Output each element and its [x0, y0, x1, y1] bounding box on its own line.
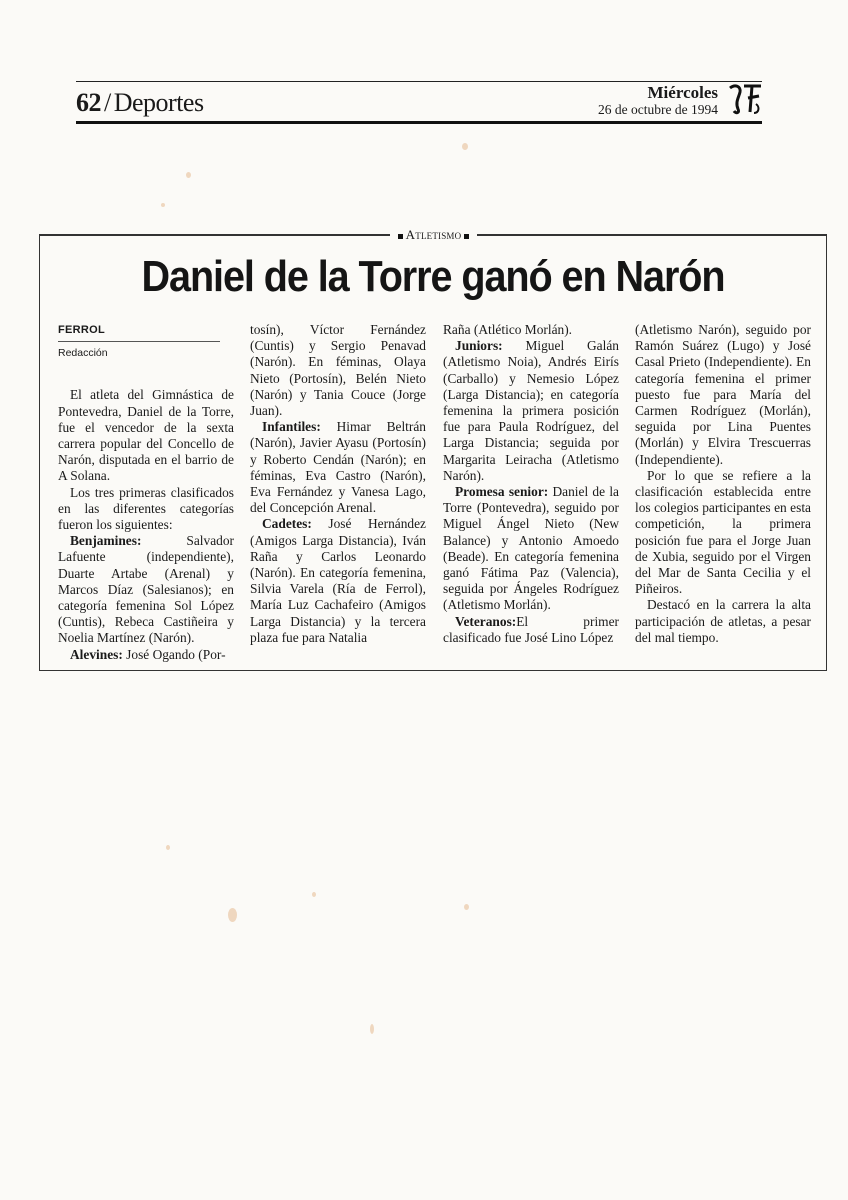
paragraph-text: tosín), Víctor Fernández (Cuntis) y Sergio Penavad (Narón). En féminas, Olaya Nieto (Portosín), Belén Nieto (Narón) y Tania Couce (Jorge Juan).: [250, 322, 426, 419]
byline-place: FERROL: [58, 324, 106, 336]
byline-rule: [58, 341, 220, 342]
article-headline: Daniel de la Torre ganó en Narón: [141, 252, 725, 301]
article-column-3: [443, 322, 619, 646]
section-kicker: [390, 227, 477, 243]
page-number: 62: [76, 88, 101, 117]
article-paragraph: [58, 485, 234, 534]
article-paragraph: [443, 614, 619, 646]
article-paragraph: [635, 597, 811, 646]
page-header: [76, 88, 204, 118]
newspaper-logo-icon: [726, 82, 764, 116]
category-label: Promesa senior:: [455, 484, 549, 500]
article-paragraph: [443, 484, 619, 614]
category-label: Alevines:: [70, 646, 123, 662]
article-column-1: [58, 322, 234, 663]
paragraph-text: Salvador Lafuente (independiente), Duarte Artabe (Arenal) y Marcos Díaz (Salesianos); en categoría femenina Sol López (Cuntis), Rebeca Castiñeira y Noelia Martínez (Narón).: [58, 533, 234, 646]
masthead-top-rule: [76, 81, 762, 82]
article-column-4: [635, 322, 811, 646]
article-paragraph: [635, 322, 811, 468]
paragraph-text: Los tres primeras clasificados en las diferentes categorías fueron los siguientes:: [58, 484, 234, 533]
article-paragraph: [58, 387, 234, 484]
article-paragraph: [250, 516, 426, 646]
header-separator: /: [104, 88, 111, 117]
kicker-square-icon: [464, 234, 469, 239]
paragraph-text: José Ogando (Por-: [122, 646, 226, 662]
issue-date: 26 de octubre de 1994: [598, 101, 718, 117]
byline-role: Redacción: [58, 347, 108, 360]
paragraph-text: Por lo que se refiere a la clasificación establecida entre los colegios participantes en esta competición, la primera posición fue para el Jorge Juan de Xubia, seguido por el Virgen del Mar de Santa Cecilia y el Piñeiros.: [635, 467, 811, 597]
section-name: Deportes: [113, 88, 204, 117]
article-paragraph: [443, 338, 619, 484]
weekday: Miércoles: [647, 83, 718, 102]
paragraph-text: Destacó en la carrera la alta participación de atletas, a pesar del mal tiempo.: [635, 597, 811, 645]
kicker-square-icon: [398, 234, 403, 239]
dateline: [598, 84, 718, 118]
category-label: Juniors:: [455, 338, 503, 354]
article-paragraph: [250, 419, 426, 516]
paragraph-text: El atleta del Gimnástica de Pontevedra, Daniel de la Torre, fue el vencedor de la sexta carrera popular del Concello de Narón, disputada en el barrio de A Solana.: [58, 387, 234, 484]
category-label: Cadetes:: [262, 516, 312, 532]
category-label: Veteranos:: [455, 613, 517, 629]
masthead-bottom-rule: [76, 121, 762, 124]
paragraph-text: El primer clasificado fue José Lino López: [443, 613, 619, 645]
article-paragraph: [58, 647, 234, 663]
kicker-label: Atletismo: [405, 227, 462, 242]
paragraph-text: Raña (Atlético Morlán).: [443, 322, 573, 337]
category-label: Infantiles:: [262, 419, 321, 435]
paragraph-text: Himar Beltrán (Narón), Javier Ayasu (Portosín) y Roberto Cendán (Narón); en féminas, Eva Castro (Narón), Eva Fernández y Vanesa Lago, del Concepción Arenal.: [250, 419, 426, 516]
article-paragraph: [443, 322, 619, 338]
paragraph-text: Daniel de la Torre (Pontevedra), seguido por Miguel Ángel Nieto (New Balance) y Antonio Amoedo (Beade). En categoría femenina ganó Fátima Paz (Valencia), seguida por Ángeles Rodríguez (Atletismo Morlán).: [443, 484, 619, 613]
article-column-2: [250, 322, 426, 646]
article-paragraph: [58, 533, 234, 646]
category-label: Benjamines:: [70, 533, 142, 549]
article-paragraph: [635, 468, 811, 598]
paragraph-text: José Hernández (Amigos Larga Distancia), Iván Raña y Carlos Leonardo (Narón). En categoría femenina, Silvia Varela (Ría de Ferrol), María Luz Cachafeiro (Amigos Larga Distancia) y la tercera plaza fue para Natalia: [250, 516, 426, 645]
article-paragraph: [250, 322, 426, 419]
paragraph-text: Miguel Galán (Atletismo Noia), Andrés Eirís (Carballo) y Nemesio López (Larga Distancia); en categoría femenina la primera posición fue para Paula Rodríguez, del Larga Distancia; seguida por Margarita Leiracha (Atletismo Narón).: [443, 338, 619, 483]
paragraph-text: (Atletismo Narón), seguido por Ramón Suárez (Lugo) y José Casal Prieto (Independiente). En categoría femenina el primer puesto fue para María del Carmen Rodríguez (Morlán), seguida por Lina Puentes (Morlán) y Elvira Trescuerras (Independiente).: [635, 322, 811, 467]
